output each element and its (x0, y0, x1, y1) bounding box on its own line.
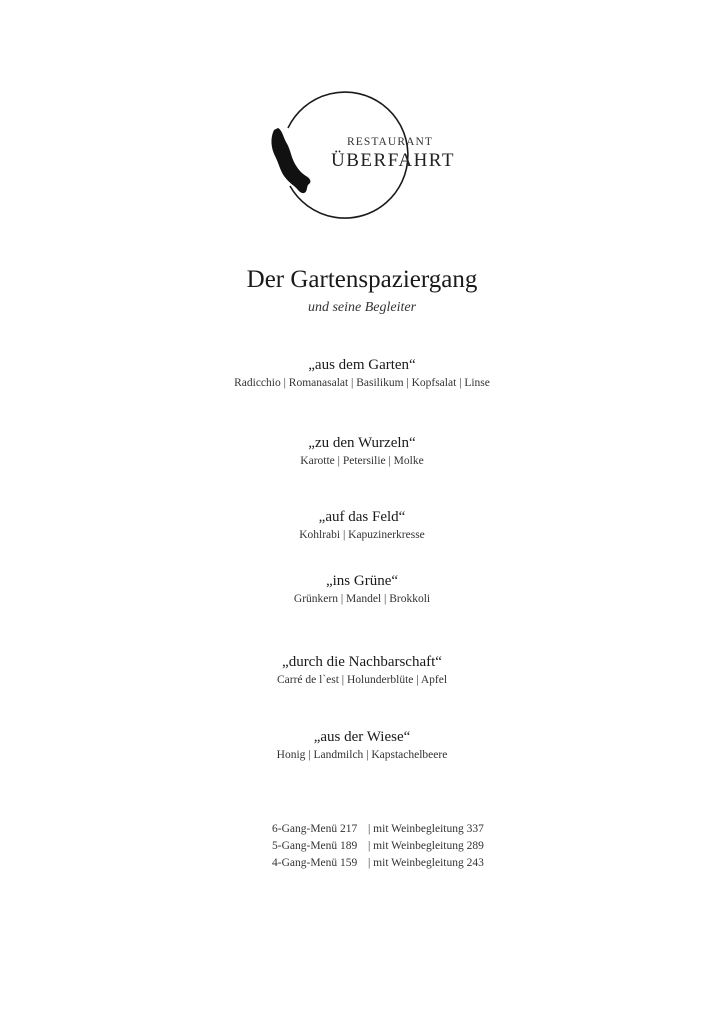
course-name: „zu den Wurzeln“ (308, 435, 416, 451)
wine-price: | mit Weinbegleitung 289 (368, 840, 484, 852)
menu-title: Der Gartenspaziergang (246, 266, 478, 293)
course-items: Radicchio | Romanasalat | Basilikum | Kopfsalat | Linse (234, 377, 490, 389)
wine-price: | mit Weinbegleitung 243 (368, 857, 484, 869)
wine-price: | mit Weinbegleitung 337 (368, 823, 484, 835)
logo-name-text: ÜBERFAHRT (331, 150, 455, 171)
course-items: Grünkern | Mandel | Brokkoli (293, 593, 431, 605)
course-items: Kohlrabi | Kapuzinerkresse (299, 529, 425, 541)
course-name: „aus der Wiese“ (313, 729, 411, 745)
price-row (272, 855, 484, 872)
course-1 (0, 356, 724, 392)
course-items: Honig | Landmilch | Kapstachelbeere (276, 749, 448, 761)
course-3 (0, 508, 724, 544)
course-name: „durch die Nachbarschaft“ (282, 654, 442, 670)
course-6 (0, 728, 724, 764)
price-row (272, 838, 484, 855)
price-row (272, 821, 484, 838)
restaurant-logo (266, 90, 462, 220)
course-2 (0, 434, 724, 470)
course-items: Carré de l`est | Holunderblüte | Apfel (276, 674, 448, 686)
menu-price: 5-Gang-Menü 189 (272, 840, 358, 852)
course-name: „ins Grüne“ (325, 573, 399, 589)
course-items: Karotte | Petersilie | Molke (300, 455, 424, 467)
course-4 (0, 572, 724, 608)
menu-price: 6-Gang-Menü 217 (272, 823, 358, 835)
course-5 (0, 653, 724, 689)
logo-restaurant-text: RESTAURANT (346, 136, 434, 148)
menu-subtitle: und seine Begleiter (307, 300, 417, 315)
price-list (272, 821, 484, 872)
course-name: „aus dem Garten“ (308, 357, 416, 373)
menu-price: 4-Gang-Menü 159 (272, 857, 358, 869)
course-name: „auf das Feld“ (318, 509, 406, 525)
